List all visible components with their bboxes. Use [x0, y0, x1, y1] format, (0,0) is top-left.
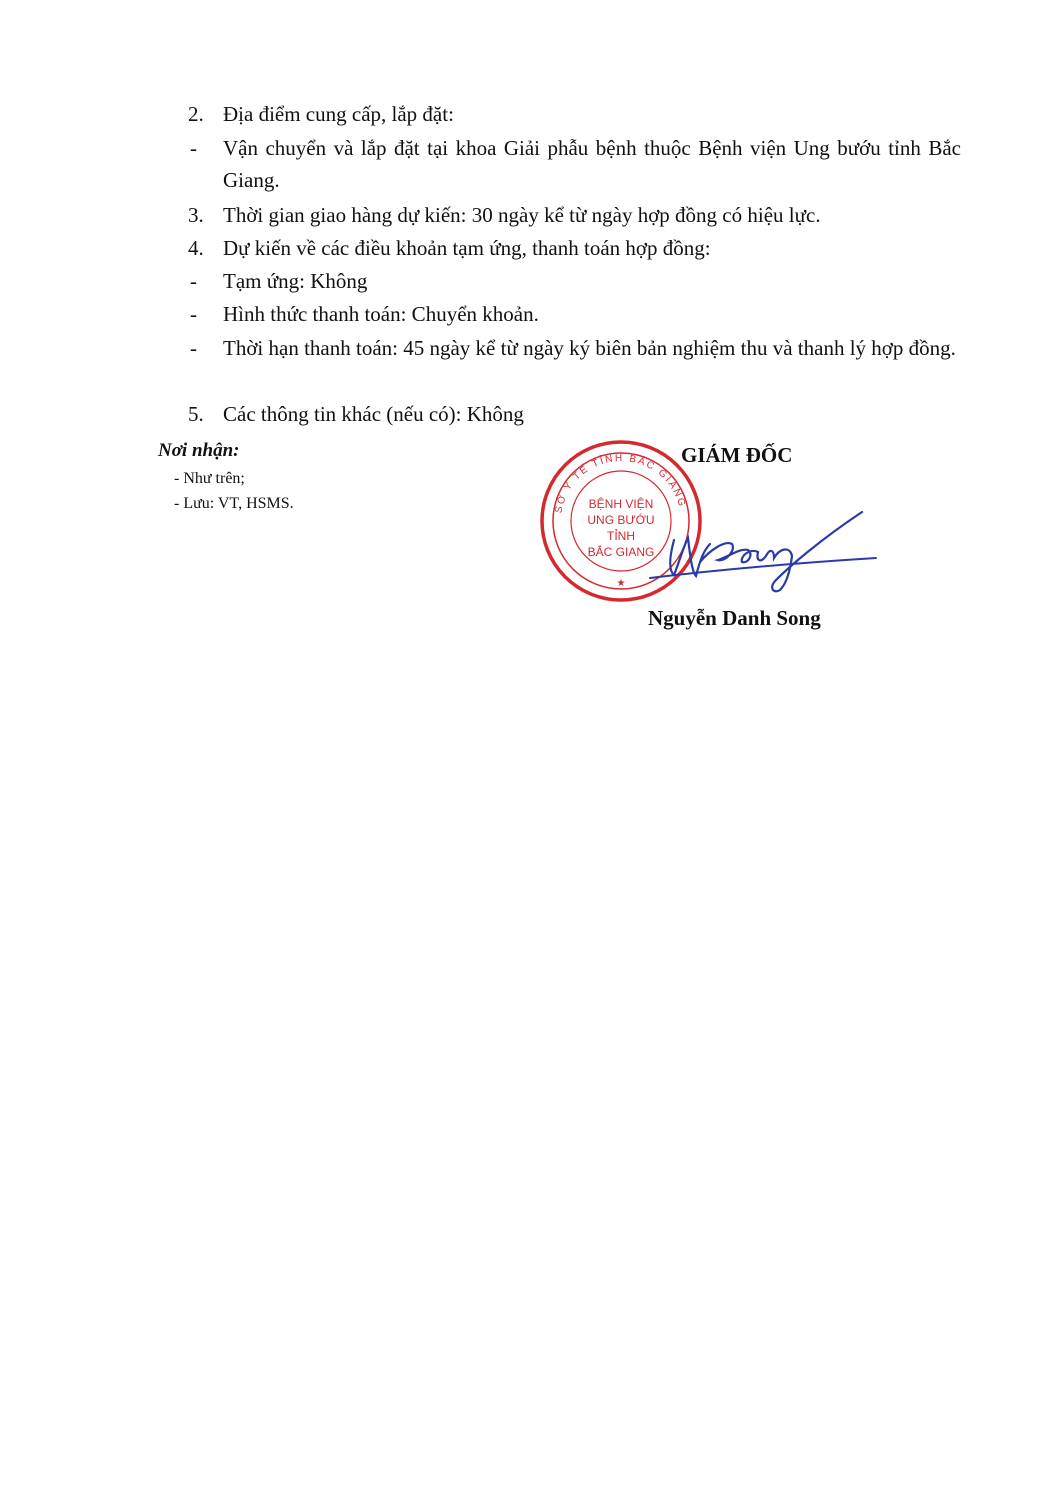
- signature-title: GIÁM ĐỐC: [681, 443, 793, 467]
- seal-line-2: UNG BƯỚU: [587, 513, 655, 527]
- item-number: 2.: [188, 102, 204, 126]
- item-text: Dự kiến về các điều khoản tạm ứng, thanh toán hợp đồng:: [223, 236, 711, 260]
- item-text: Tạm ứng: Không: [223, 269, 368, 293]
- signer-name: Nguyễn Danh Song: [648, 606, 821, 630]
- seal-star-icon: ★: [616, 578, 626, 589]
- item-dash: -: [190, 269, 197, 293]
- item-dash: -: [190, 302, 197, 326]
- item-number: 4.: [188, 236, 204, 260]
- seal-line-3: TỈNH: [607, 529, 635, 543]
- recipient-item: - Như trên;: [174, 470, 245, 487]
- handwritten-signature: [640, 500, 880, 600]
- item-text: Hình thức thanh toán: Chuyển khoản.: [223, 302, 539, 326]
- recipients-title: Nơi nhận:: [158, 440, 240, 461]
- item-text: Vận chuyển và lắp đặt tại khoa Giải phẫu bệnh thuộc Bệnh viện Ung bướu tỉnh Bắc Giang.: [223, 136, 961, 192]
- item-number: 5.: [188, 402, 204, 426]
- item-dash: -: [190, 136, 197, 160]
- item-text: Thời gian giao hàng dự kiến: 30 ngày kể từ ngày hợp đồng có hiệu lực.: [223, 203, 821, 227]
- item-text: Các thông tin khác (nếu có): Không: [223, 402, 524, 426]
- seal-line-1: BỆNH VIỆN: [588, 497, 654, 511]
- item-number: 3.: [188, 203, 204, 227]
- seal-line-4: BẮC GIANG: [587, 545, 655, 559]
- item-dash: -: [190, 336, 197, 360]
- item-text: Thời hạn thanh toán: 45 ngày kể từ ngày ký biên bản nghiệm thu và thanh lý hợp đồng.: [223, 336, 956, 360]
- recipient-item: - Lưu: VT, HSMS.: [174, 495, 294, 512]
- seal-ring-text: SỞ Y TẾ TỈNH BẮC GIANG: [553, 452, 688, 515]
- item-text: Địa điểm cung cấp, lắp đặt:: [223, 102, 454, 126]
